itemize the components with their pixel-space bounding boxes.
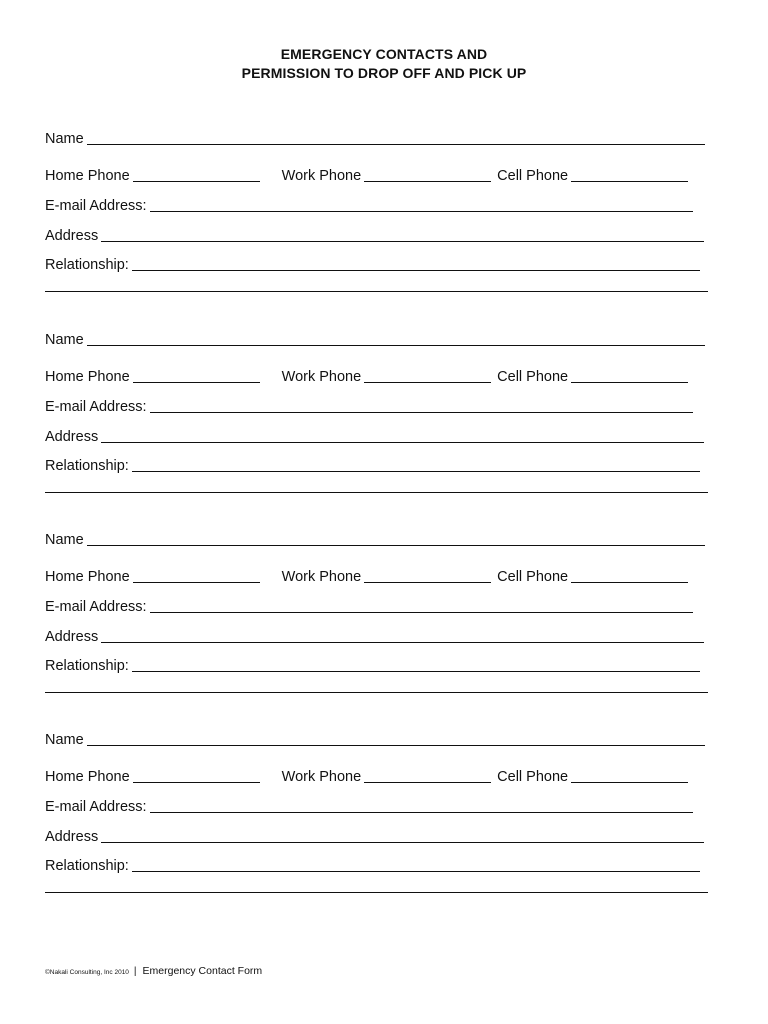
relationship-row <box>45 855 700 875</box>
name-field[interactable] <box>87 544 705 546</box>
name-label: Name <box>45 332 84 348</box>
phones-row <box>45 165 688 185</box>
name-label: Name <box>45 131 84 147</box>
relationship-field[interactable] <box>132 870 700 872</box>
name-label: Name <box>45 732 84 748</box>
email-row <box>45 596 693 616</box>
relationship-row <box>45 455 700 475</box>
cell-phone-label: Cell Phone <box>497 769 569 785</box>
name-row <box>45 329 705 349</box>
email-row <box>45 396 693 416</box>
relationship-field[interactable] <box>132 670 700 672</box>
relationship-label: Relationship: <box>45 257 129 273</box>
email-label: E-mail Address: <box>45 599 147 615</box>
home-phone-field[interactable] <box>133 781 260 783</box>
cell-phone-field[interactable] <box>571 581 688 583</box>
cell-phone-field[interactable] <box>571 180 688 182</box>
email-row <box>45 796 693 816</box>
address-row <box>45 826 704 846</box>
address-field[interactable] <box>101 641 704 643</box>
address-field[interactable] <box>101 441 704 443</box>
home-phone-field[interactable] <box>133 581 260 583</box>
work-phone-label: Work Phone <box>281 369 362 385</box>
form-title-line-2: PERMISSION TO DROP OFF AND PICK UP <box>241 65 527 81</box>
work-phone-label: Work Phone <box>281 769 362 785</box>
name-label: Name <box>45 532 84 548</box>
email-field[interactable] <box>150 611 693 613</box>
email-label: E-mail Address: <box>45 799 147 815</box>
page-footer <box>45 965 262 977</box>
email-row <box>45 195 693 215</box>
cell-phone-label: Cell Phone <box>497 168 569 184</box>
relationship-field[interactable] <box>132 470 700 472</box>
name-field[interactable] <box>87 344 705 346</box>
relationship-field[interactable] <box>132 269 700 271</box>
relationship-row <box>45 655 700 675</box>
relationship-continuation-field[interactable] <box>45 492 708 493</box>
email-field[interactable] <box>150 411 693 413</box>
address-label: Address <box>45 228 99 244</box>
address-row <box>45 225 704 245</box>
home-phone-field[interactable] <box>133 180 260 182</box>
work-phone-label: Work Phone <box>281 168 362 184</box>
cell-phone-label: Cell Phone <box>497 569 569 585</box>
relationship-continuation-field[interactable] <box>45 692 708 693</box>
relationship-label: Relationship: <box>45 658 129 674</box>
name-row <box>45 729 705 749</box>
relationship-continuation-field[interactable] <box>45 291 708 292</box>
relationship-row <box>45 254 700 274</box>
home-phone-label: Home Phone <box>45 769 130 785</box>
footer-form-name: Emergency Contact Form <box>142 965 263 977</box>
home-phone-label: Home Phone <box>45 369 130 385</box>
work-phone-field[interactable] <box>364 381 491 383</box>
home-phone-field[interactable] <box>133 381 260 383</box>
footer-separator: | <box>133 966 137 977</box>
address-row <box>45 426 704 446</box>
work-phone-field[interactable] <box>364 581 491 583</box>
address-field[interactable] <box>101 841 704 843</box>
relationship-continuation-field[interactable] <box>45 892 708 893</box>
cell-phone-field[interactable] <box>571 781 688 783</box>
work-phone-label: Work Phone <box>281 569 362 585</box>
name-row <box>45 128 705 148</box>
phones-row <box>45 566 688 586</box>
address-row <box>45 626 704 646</box>
phones-row <box>45 366 688 386</box>
email-field[interactable] <box>150 210 693 212</box>
address-field[interactable] <box>101 240 704 242</box>
work-phone-field[interactable] <box>364 781 491 783</box>
work-phone-field[interactable] <box>364 180 491 182</box>
cell-phone-field[interactable] <box>571 381 688 383</box>
email-field[interactable] <box>150 811 693 813</box>
cell-phone-label: Cell Phone <box>497 369 569 385</box>
address-label: Address <box>45 429 99 445</box>
address-label: Address <box>45 829 99 845</box>
relationship-label: Relationship: <box>45 458 129 474</box>
home-phone-label: Home Phone <box>45 168 130 184</box>
relationship-label: Relationship: <box>45 858 129 874</box>
email-label: E-mail Address: <box>45 198 147 214</box>
name-field[interactable] <box>87 744 705 746</box>
phones-row <box>45 766 688 786</box>
address-label: Address <box>45 629 99 645</box>
email-label: E-mail Address: <box>45 399 147 415</box>
footer-copyright: ©Nakali Consulting, Inc 2010 <box>45 969 129 976</box>
home-phone-label: Home Phone <box>45 569 130 585</box>
name-field[interactable] <box>87 143 705 145</box>
form-title-line-1: EMERGENCY CONTACTS AND <box>280 46 488 62</box>
name-row <box>45 529 705 549</box>
